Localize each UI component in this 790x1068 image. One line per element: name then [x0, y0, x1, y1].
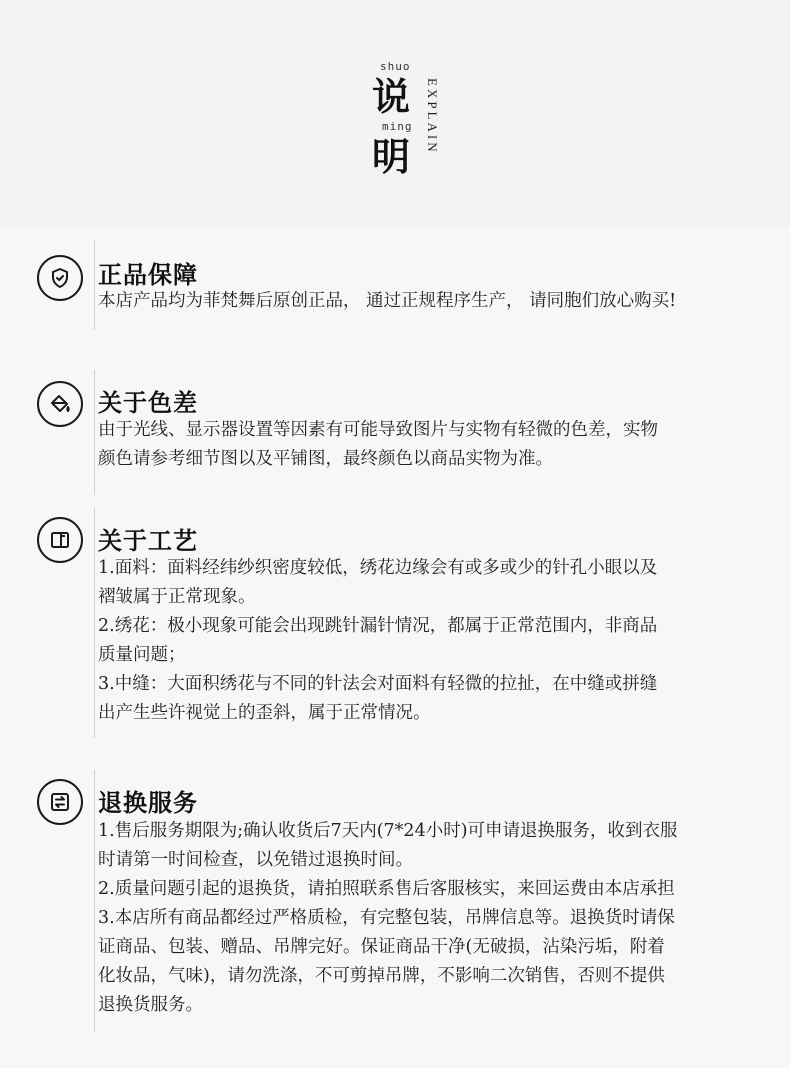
- section-divider: [94, 370, 95, 495]
- logo-char-bottom: 明: [372, 135, 411, 179]
- section-line: 1.面料：面料经纬纱织密度较低，绣花边缘会有或多或少的针孔小眼以及: [98, 558, 658, 578]
- section-line: 颜色请参考细节图以及平铺图，最终颜色以商品实物为准。: [98, 449, 553, 469]
- section-line: 时请第一时间检查，以免错过退换时间。: [98, 850, 413, 870]
- section-title: 关于色差: [98, 388, 198, 417]
- section-body: [98, 554, 758, 728]
- section-title: 退换服务: [98, 788, 198, 817]
- logo-english: EXPLAIN: [425, 78, 440, 155]
- section-divider: [94, 770, 95, 1032]
- section-body: [98, 416, 758, 474]
- exchange-icon: [37, 779, 83, 825]
- section-line: 本店产品均为菲梵舞后原创正品， 通过正规程序生产， 请同胞们放心购买!: [98, 291, 677, 311]
- section-line: 2.质量问题引起的退换货，请拍照联系售后客服核实，来回运费由本店承担: [98, 879, 675, 899]
- logo-char-top: 说: [372, 75, 411, 119]
- section-line: 3.本店所有商品都经过严格质检，有完整包装，吊牌信息等。退换货时请保: [98, 908, 675, 928]
- section-title: 正品保障: [98, 260, 198, 289]
- section-body: [98, 817, 758, 1020]
- logo-pinyin-bottom: ming: [382, 120, 413, 133]
- shield-check-icon: [37, 255, 83, 301]
- section-line: 出产生些许视觉上的歪斜，属于正常情况。: [98, 703, 431, 723]
- logo-pinyin-top: shuo: [380, 60, 411, 73]
- section-line: 2.绣花：极小现象可能会出现跳针漏针情况，都属于正常范围内，非商品: [98, 616, 658, 636]
- section-divider: [94, 508, 95, 738]
- section-line: 质量问题；: [98, 645, 186, 665]
- section-line: 褶皱属于正常现象。: [98, 587, 256, 607]
- section-line: 证商品、包装、赠品、吊牌完好。保证商品干净(无破损，沾染污垢，附着: [98, 937, 665, 957]
- section-title: 关于工艺: [98, 526, 198, 555]
- paint-bucket-icon: [37, 381, 83, 427]
- section-line: 1.售后服务期限为;确认收货后7天内(7*24小时)可申请退换服务，收到衣服: [98, 821, 678, 841]
- section-line: 化妆品，气味)，请勿洗涤，不可剪掉吊牌，不影响二次销售，否则不提供: [98, 966, 665, 986]
- section-body: [98, 287, 758, 316]
- section-line: 由于光线、显示器设置等因素有可能导致图片与实物有轻微的色差，实物: [98, 420, 658, 440]
- explain-logo: [372, 58, 452, 188]
- section-line: 3.中缝：大面积绣花与不同的针法会对面料有轻微的拉扯，在中缝或拼缝: [98, 674, 658, 694]
- book-icon: [37, 517, 83, 563]
- section-line: 退换货服务。: [98, 995, 203, 1015]
- section-divider: [94, 240, 95, 330]
